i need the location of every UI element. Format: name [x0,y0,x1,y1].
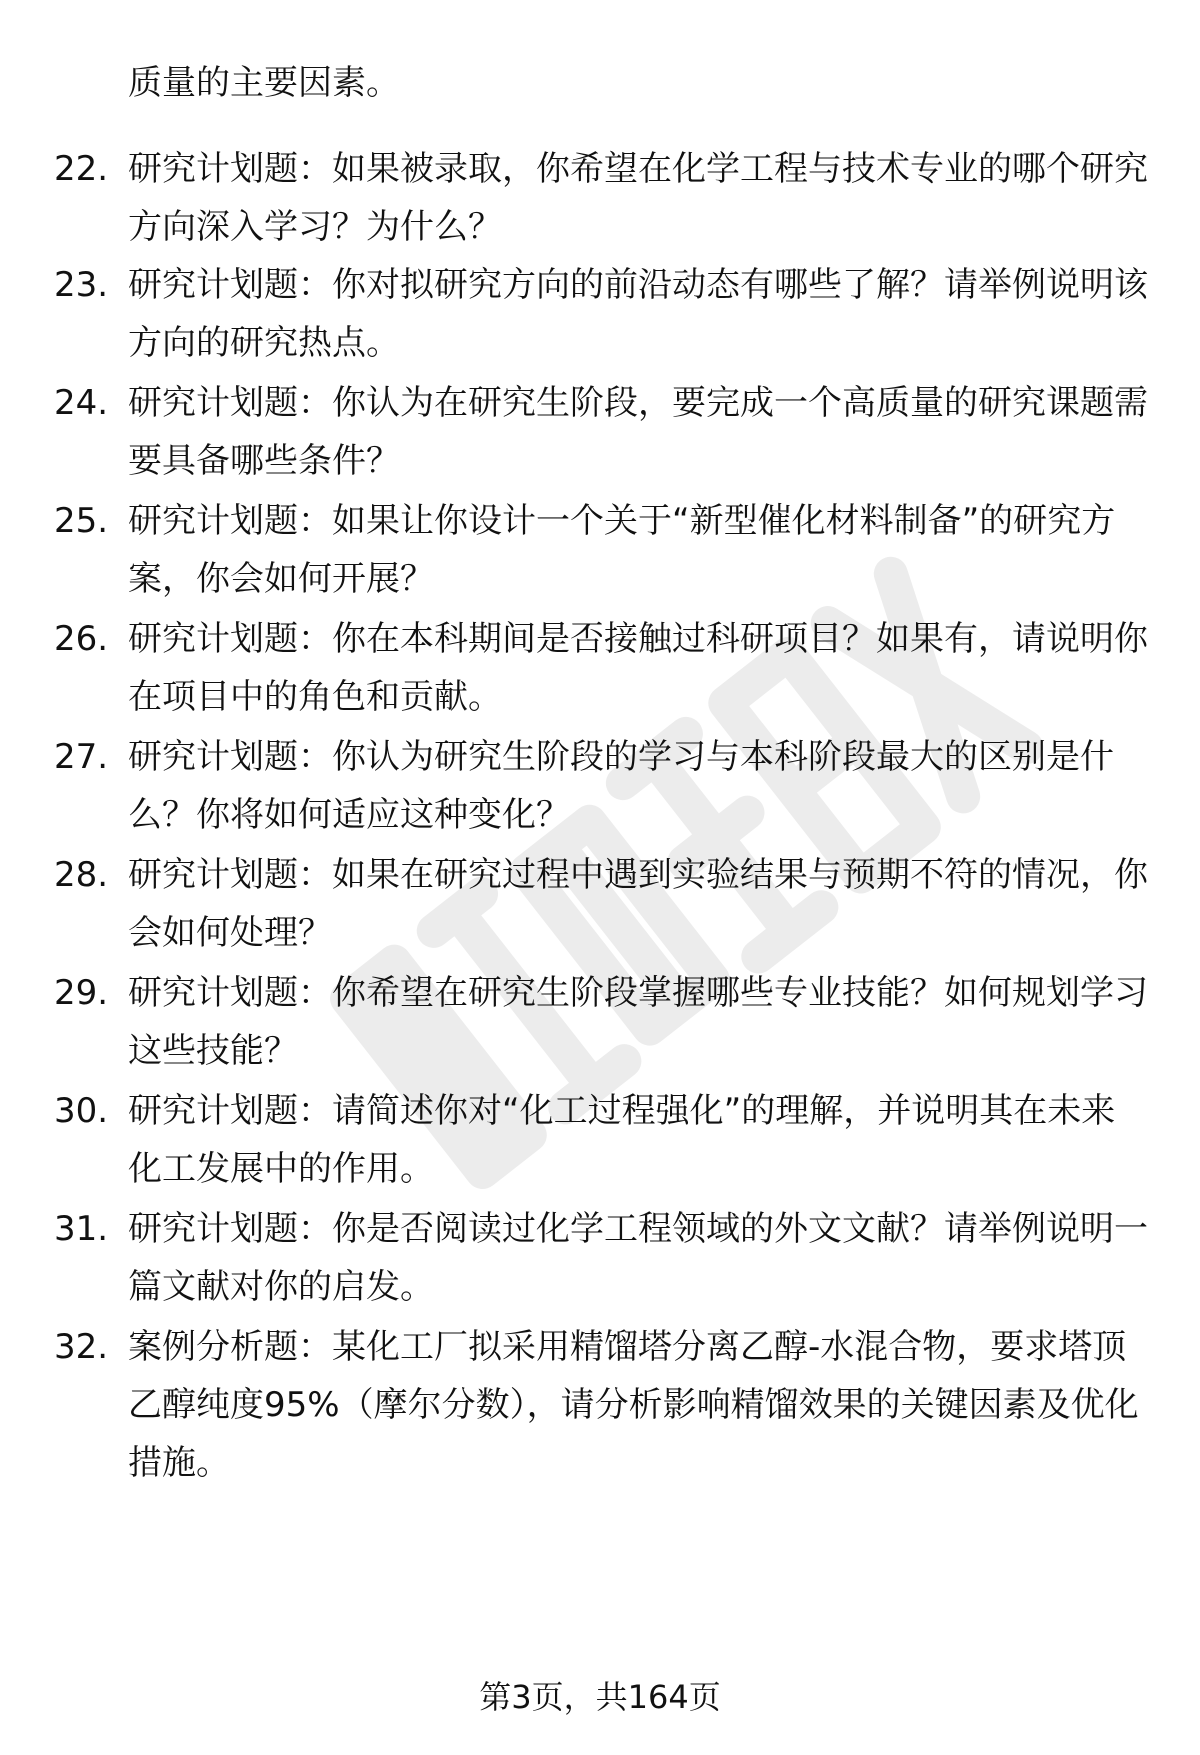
question-number: 30. [54,1091,109,1131]
question-text: 案例分析题：某化工厂拟采用精馏塔分离乙醇-水混合物，要求塔顶乙醇纯度95%（摩尔分数），请分析影响精馏效果的关键因素及优化措施。 [128,1327,1139,1483]
question-text: 研究计划题：你是否阅读过化学工程领域的外文文献？请举例说明一篇文献对你的启发。 [128,1209,1148,1307]
question-number: 28. [54,855,109,895]
question-text: 研究计划题：请简述你对“化工过程强化”的理解，并说明其在未来化工发展中的作用。 [128,1091,1116,1189]
page-footer: 第3页，共164页 [479,1678,721,1716]
question-number: 22. [54,149,109,189]
question-text: 研究计划题：你在本科期间是否接触过科研项目？如果有，请说明你在项目中的角色和贡献。 [128,619,1148,717]
question-number: 29. [54,973,109,1013]
question-text: 研究计划题：如果在研究过程中遇到实验结果与预期不符的情况，你会如何处理？ [128,855,1148,953]
question-number: 27. [54,737,109,777]
continuation-text: 质量的主要因素。 [128,63,400,103]
question-number: 32. [54,1327,109,1367]
question-text: 研究计划题：你对拟研究方向的前沿动态有哪些了解？请举例说明该方向的研究热点。 [128,265,1148,363]
question-text: 研究计划题：你希望在研究生阶段掌握哪些专业技能？如何规划学习这些技能？ [128,973,1148,1071]
question-text: 研究计划题：你认为研究生阶段的学习与本科阶段最大的区别是什么？你将如何适应这种变化？ [128,737,1114,835]
question-text: 研究计划题：如果让你设计一个关于“新型催化材料制备”的研究方案，你会如何开展？ [128,501,1116,599]
question-number: 24. [54,383,109,423]
question-number: 25. [54,501,109,541]
question-text: 研究计划题：你认为在研究生阶段，要完成一个高质量的研究课题需要具备哪些条件？ [128,383,1148,481]
question-number: 23. [54,265,109,305]
question-number: 26. [54,619,109,659]
question-text: 研究计划题：如果被录取，你希望在化学工程与技术专业的哪个研究方向深入学习？为什么？ [128,149,1148,247]
question-number: 31. [54,1209,109,1249]
